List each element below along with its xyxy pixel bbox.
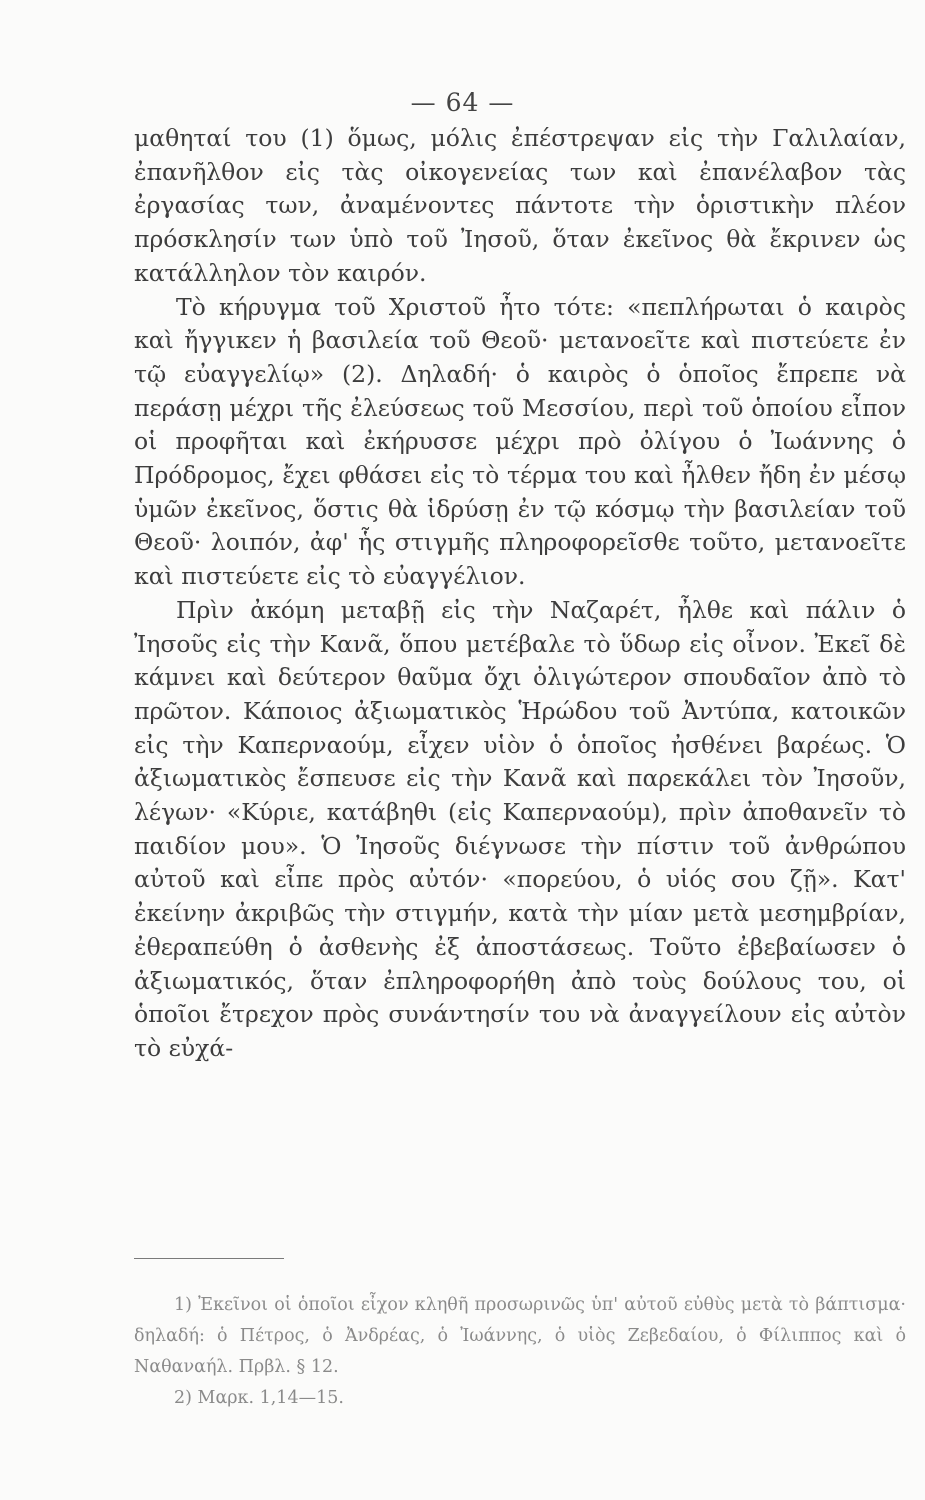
paragraph: Πρὶν ἀκόμη μεταβῇ εἰς τὴν Ναζαρέτ, ἦλθε καὶ πάλιν ὁ Ἰησοῦς εἰς τὴν Κανᾶ, ὅπου μετέβαλε τὸ ὕδωρ εἰς οἶνον. Ἐκεῖ δὲ κάμνει καὶ δεύτερον θαῦμα ὄχι ὀλιγώτερον σπουδαῖον ἀπὸ τὸ πρῶτον. Κάποιος ἀξιωματικὸς Ἡρώδου τοῦ Ἀντύπα, κατοικῶν εἰς τὴν Καπερναούμ, εἶχεν υἱὸν ὁ ὁποῖος ἠσθένει βαρέως. Ὁ ἀξιωματικὸς ἔσπευσε εἰς τὴν Κανᾶ καὶ παρεκάλει τὸν Ἰησοῦν, λέγων· «Κύριε, κατάβηθι (εἰς Καπερναούμ), πρὶν ἀποθανεῖν τὸ παιδίον μου». Ὁ Ἰησοῦς διέγνωσε τὴν πίστιν τοῦ ἀνθρώπου αὐτοῦ καὶ εἶπε πρὸς αὐτόν· «πορεύου, ὁ υἱός σου ζῇ». Κατ' ἐκείνην ἀκριβῶς τὴν στιγμήν, κατὰ τὴν μίαν μετὰ μεσημβρίαν, ἐθεραπεύθη ὁ ἀσθενὴς ἐξ ἀποστάσεως. Τοῦτο ἐβεβαίωσεν ὁ ἀξιωματικός, ὅταν ἐπληροφορήθη ἀπὸ τοὺς δούλους του, οἱ ὁποῖοι ἔτρεχον πρὸς συνάντησίν του νὰ ἀναγγείλουν εἰς αὐτὸν τὸ εὐχά- (134, 595, 906, 1062)
footnote: 2) Μαρκ. 1,14—15. (174, 1388, 344, 1408)
footnotes (134, 1290, 906, 1414)
footnote: 1) Ἐκεῖνοι οἱ ὁποῖοι εἶχον κληθῆ προσωρινῶς ὑπ' αὐτοῦ εὐθὺς μετὰ τὸ βάπτισμα· δηλαδή: ὁ Πέτρος, ὁ Ἀνδρέας, ὁ Ἰωάννης, ὁ υἱὸς Ζεβεδαίου, ὁ Φίλιππος καὶ ὁ Ναθαναήλ. Πρβλ. § 12. (134, 1295, 906, 1377)
paragraph: Τὸ κήρυγμα τοῦ Χριστοῦ ἦτο τότε: «πεπλήρωται ὁ καιρὸς καὶ ἤγγικεν ἡ βασιλεία τοῦ Θεοῦ· μετανοεῖτε καὶ πιστεύετε ἐν τῷ εὐαγγελίῳ» (2). Δηλαδή· ὁ καιρὸς ὁ ὁποῖος ἔπρεπε νὰ περάσῃ μέχρι τῆς ἐλεύσεως τοῦ Μεσσίου, περὶ τοῦ ὁποίου εἶπον οἱ προφῆται καὶ ἐκήρυσσε μέχρι πρὸ ὀλίγου ὁ Ἰωάννης ὁ Πρόδρομος, ἔχει φθάσει εἰς τὸ τέρμα του καὶ ἦλθεν ἤδη ἐν μέσῳ ὑμῶν ἐκεῖνος, ὅστις θὰ ἱδρύσῃ ἐν τῷ κόσμῳ τὴν βασιλείαν τοῦ Θεοῦ· λοιπόν, ἀφ' ἧς στιγμῆς πληροφορεῖσθε τοῦτο, μετανοεῖτε καὶ πιστεύετε εἰς τὸ εὐαγγέλιον. (134, 292, 906, 591)
page-number: — 64 — (410, 88, 515, 117)
main-text (134, 122, 906, 1066)
footnote-divider (134, 1258, 284, 1259)
paragraph: μαθηταί του (1) ὅμως, μόλις ἐπέστρεψαν εἰς τὴν Γαλιλαίαν, ἐπανῆλθον εἰς τὰς οἰκογενείας των καὶ ἐπανέλαβον τὰς ἐργασίας των, ἀναμένοντες πάντοτε τὴν ὁριστικὴν πλέον πρόσκλησίν των ὑπὸ τοῦ Ἰησοῦ, ὅταν ἐκεῖνος θὰ ἔκρινεν ὡς κατάλληλον τὸν καιρόν. (134, 124, 906, 287)
